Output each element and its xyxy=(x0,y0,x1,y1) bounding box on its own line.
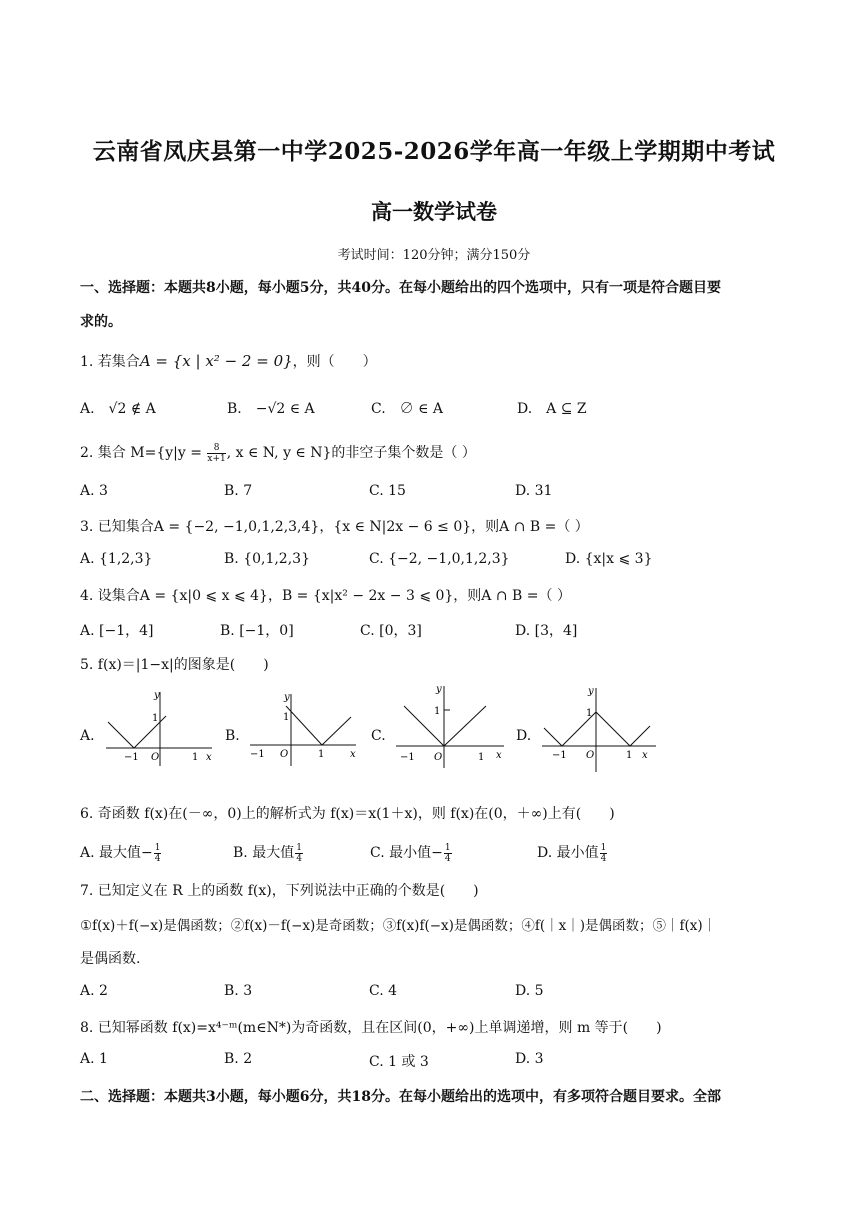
q3-option-b: B. {0,1,2,3} xyxy=(224,551,310,567)
q7-option-b: B. 3 xyxy=(224,983,253,999)
exam-info: 考试时间：120分钟；满分150分 xyxy=(337,248,531,263)
q5-graph-d-one-x: 1 xyxy=(626,750,633,761)
q6-option-c-frac xyxy=(444,843,452,864)
q6-option-d-label: D. 最小值 xyxy=(537,845,599,861)
q6-option-c-sign: − xyxy=(431,845,443,861)
q6-option-b-num: 1 xyxy=(296,842,302,853)
q5-graph-d-one-y: 1 xyxy=(586,708,593,719)
q5-graph-b-one-x: 1 xyxy=(318,749,325,760)
q6-option-d-den: 4 xyxy=(600,853,607,864)
q4-option-d: D. [3，4] xyxy=(515,623,578,639)
q2-option-d: D. 31 xyxy=(515,483,553,499)
q5-graph-a-one-x: 1 xyxy=(192,752,199,763)
q3-option-c: C. {−2, −1,0,1,2,3} xyxy=(369,551,510,567)
q2-frac-den: x+1 xyxy=(207,453,226,464)
exam-subtitle: 高一数学试卷 xyxy=(371,199,497,224)
q7-statements-end: 是偶函数. xyxy=(80,951,141,967)
q2-stem-prefix: 2. 集合 M={y|y = xyxy=(80,445,207,461)
q2-stem xyxy=(80,442,476,464)
q5-graph-c xyxy=(394,680,509,770)
q3-option-a: A. {1,2,3} xyxy=(80,551,153,567)
q3-option-d: D. {x|x ⩽ 3} xyxy=(565,551,653,567)
q1-option-a: A. √2 ∉ A xyxy=(80,401,156,417)
q8-option-d: D. 3 xyxy=(515,1051,544,1067)
q1-stem-suffix: ，则（ ） xyxy=(292,354,377,370)
q5-graph-a-x-label: x xyxy=(206,752,212,763)
q1-option-d: D. A ⊆ Z xyxy=(517,401,587,417)
q5-graph-b-y-label: y xyxy=(284,692,290,703)
q2-frac-num: 8 xyxy=(207,443,225,454)
q6-option-a-label: A. 最大值 xyxy=(80,845,142,861)
q5-graph-b-neg-one: −1 xyxy=(250,749,265,760)
q6-option-a-sign: − xyxy=(141,845,153,861)
q4-stem: 4. 设集合A = {x|0 ⩽ x ⩽ 4}，B = {x|x² − 2x − 3 ⩽ 0}，则A ∩ B =（ ） xyxy=(80,588,571,604)
q5-option-b-label: B. xyxy=(225,728,240,744)
q5-graph-c-y-label: y xyxy=(436,684,442,695)
q6-option-b-label: B. 最大值 xyxy=(233,845,295,861)
q5-graph-a-y-label: y xyxy=(154,690,160,701)
q6-option-b xyxy=(233,842,304,864)
q5-stem: 5. f(x)＝|1−x|的图象是( ) xyxy=(80,657,269,673)
q5-option-c-label: C. xyxy=(371,728,386,744)
q5-graph-d-y-label: y xyxy=(588,686,594,697)
q5-graph-a xyxy=(100,688,215,768)
q8-option-a: A. 1 xyxy=(80,1051,108,1067)
section1-heading-line1: 一、选择题：本题共8小题，每小题5分，共40分。在每小题给出的四个选项中，只有一项是符合题目要 xyxy=(80,280,721,296)
section1-heading-line2: 求的。 xyxy=(80,314,122,330)
q6-option-c xyxy=(370,842,453,864)
q5-graph-d-neg-one: −1 xyxy=(552,750,567,761)
q7-option-d: D. 5 xyxy=(515,983,544,999)
q6-option-d-frac xyxy=(600,843,608,864)
q6-option-a-den: 4 xyxy=(154,853,161,864)
q4-option-b: B. [−1，0] xyxy=(220,623,294,639)
q5-graph-a-origin: O xyxy=(151,752,160,763)
q5-graph-d-x-label: x xyxy=(642,750,648,761)
q5-graph-b-x-label: x xyxy=(350,749,356,760)
q5-graph-b-origin: O xyxy=(280,749,289,760)
q5-graph-a-neg-one: −1 xyxy=(124,752,139,763)
q5-graph-c-curve xyxy=(404,706,486,746)
q2-fraction xyxy=(207,443,225,464)
q6-option-d xyxy=(537,842,608,864)
q1-option-c: C. ∅ ∈ A xyxy=(371,401,444,417)
q6-stem: 6. 奇函数 f(x)在(－∞，0)上的解析式为 f(x)＝x(1＋x)，则 f(x)在(0，＋∞)上有( ) xyxy=(80,806,615,822)
q5-graph-c-origin: O xyxy=(434,752,443,763)
q6-option-a-frac xyxy=(154,843,162,864)
q5-graph-b-one-y: 1 xyxy=(283,712,290,723)
q4-option-c: C. [0，3] xyxy=(360,623,422,639)
q2-stem-suffix: , x ∈ N, y ∈ N}的非空子集个数是（ ） xyxy=(226,445,476,461)
q5-graph-d-origin: O xyxy=(586,750,595,761)
q7-option-c: C. 4 xyxy=(369,983,398,999)
q1-stem xyxy=(80,351,377,371)
q7-statements: ①f(x)＋f(−x)是偶函数；②f(x)－f(−x)是奇函数；③f(x)f(−x)是偶函数；④f(｜x｜)是偶函数；⑤｜f(x)｜ xyxy=(80,918,717,934)
q6-option-c-label: C. 最小值 xyxy=(370,845,432,861)
q5-graph-c-one-x: 1 xyxy=(478,752,485,763)
q8-option-c: C. 1 或 3 xyxy=(369,1054,429,1070)
q5-option-d-label: D. xyxy=(516,728,532,744)
q6-option-b-den: 4 xyxy=(296,853,302,864)
q5-graph-d-curve xyxy=(544,712,650,746)
q6-option-a xyxy=(80,842,162,864)
q1-stem-set: A = {x | x² − 2 = 0} xyxy=(139,352,293,370)
q2-option-b: B. 7 xyxy=(224,483,253,499)
q5-graph-c-one-y: 1 xyxy=(434,706,441,717)
q6-option-c-den: 4 xyxy=(444,853,451,864)
q6-option-a-num: 1 xyxy=(154,842,161,853)
q6-option-b-frac xyxy=(295,843,303,864)
exam-title: 云南省凤庆县第一中学2025-2026学年高一年级上学期期中考试 xyxy=(92,138,776,165)
q8-stem: 8. 已知幂函数 f(x)=x⁴⁻ᵐ(m∈N*)为奇函数，且在区间(0，+∞)上单调递增，则 m 等于( ) xyxy=(80,1020,662,1036)
q4-option-a: A. [−1，4] xyxy=(80,623,154,639)
q8-option-b: B. 2 xyxy=(224,1051,253,1067)
q1-option-b: B. −√2 ∈ A xyxy=(227,401,315,417)
q5-graph-c-neg-one: −1 xyxy=(400,752,415,763)
q2-option-c: C. 15 xyxy=(369,483,406,499)
q2-option-a: A. 3 xyxy=(80,483,108,499)
q5-graph-d xyxy=(540,684,660,774)
q1-stem-prefix: 1. 若集合 xyxy=(80,354,140,370)
q5-graph-c-x-label: x xyxy=(496,750,502,761)
q7-stem: 7. 已知定义在 R 上的函数 f(x)，下列说法中正确的个数是( ) xyxy=(80,883,479,899)
q5-option-a-label: A. xyxy=(80,728,95,744)
q5-graph-b-curve xyxy=(286,706,351,745)
q5-graph-b xyxy=(246,688,361,768)
q7-option-a: A. 2 xyxy=(80,983,108,999)
section2-heading: 二、选择题：本题共3小题，每小题6分，共18分。在每小题给出的选项中，有多项符合题目要求。全部 xyxy=(80,1089,721,1105)
q6-option-c-num: 1 xyxy=(444,842,451,853)
q6-option-d-num: 1 xyxy=(600,842,607,853)
q3-stem: 3. 已知集合A = {−2, −1,0,1,2,3,4}，{x ∈ N|2x − 6 ≤ 0}，则A ∩ B =（ ） xyxy=(80,519,589,535)
q5-graph-a-one-y: 1 xyxy=(152,713,159,724)
